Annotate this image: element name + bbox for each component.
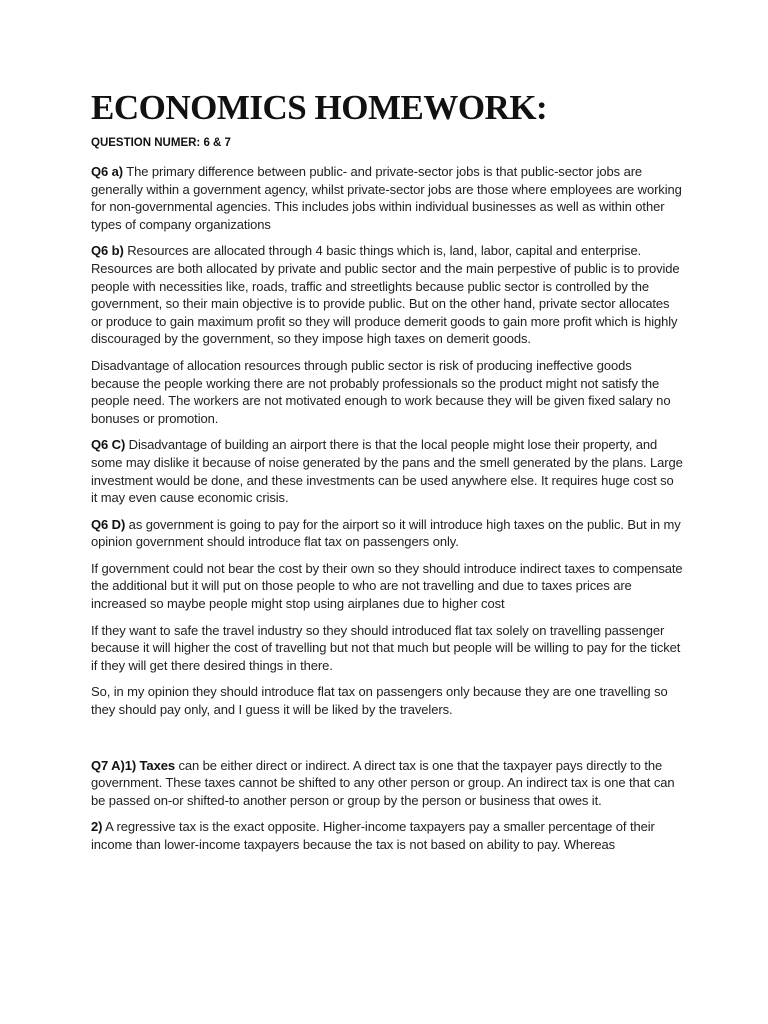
document-title: ECONOMICS HOMEWORK: (91, 88, 548, 127)
paragraph-q7a2 (91, 818, 683, 853)
paragraph-text: Disadvantage of allocation resources through public sector is risk of producing ineffective goods because the people working there are not probably professionals so the product might not satisfy the people need. The workers are not motivated enough to work because they will be given fixed salary no bonuses or promotion. (91, 357, 671, 426)
paragraph-text: The primary difference between public- and private-sector jobs is that public-sector jobs are generally within a government agency, whilst private-sector jobs are those where employees are working for non-governmental agencies. This includes jobs within individual businesses as well as within other types of company organizations (91, 164, 682, 232)
document-page (91, 88, 683, 863)
question-label: 2) (91, 819, 103, 835)
paragraph-text: can be either direct or indirect. A direct tax is one that the taxpayer pays directly to the government. These taxes cannot be shifted to any other person or group. An indirect tax is one that can be passed on-or shifted-to another person or group by the person or business that owes it. (91, 757, 675, 808)
paragraph-q6d (91, 516, 683, 551)
paragraph-q6b-disadvantage (91, 357, 683, 427)
question-label: Q6 a) (91, 164, 124, 179)
question-label: Q6 C) (91, 437, 126, 453)
paragraph-text: Resources are allocated through 4 basic things which is, land, labor, capital and enterprise. Resources are both allocated by private and public sector and the main perpestive of public is to provide people with necessities like, roads, traffic and streetlights because public sector is controlled by the government, so their main objective is to provide public. But on the other hand, private sector allocates or produce to gain maximum profit so they will produce demerit goods to gain more profit which is highly discouraged by the government, so they impose high taxes on demerit goods. (91, 243, 680, 347)
paragraph-q6a (91, 163, 683, 233)
question-label: Q6 D) (91, 516, 126, 532)
paragraph-q6d-flat-tax (91, 622, 683, 675)
paragraph-q6b (91, 242, 683, 348)
question-label: Q6 b) (91, 243, 124, 259)
section-gap (91, 728, 683, 757)
paragraph-text: as government is going to pay for the airport so it will introduce high taxes on the public. But in my opinion government should introduce flat tax on passengers only. (91, 516, 681, 550)
question-number-heading: QUESTION NUMER: 6 & 7 (91, 137, 231, 149)
paragraph-text: If they want to safe the travel industry so they should introduced flat tax solely on travelling passenger because it will higher the cost of travelling but not that much but people will be willing to pay for the ticket if they will get there desired things in there. (91, 622, 681, 673)
paragraph-q6d-indirect-taxes (91, 560, 683, 613)
paragraph-q6c (91, 436, 683, 506)
question-label: Q7 A)1) Taxes (91, 757, 175, 773)
paragraph-q7a1 (91, 757, 683, 810)
paragraph-text: Disadvantage of building an airport there is that the local people might lose their property, and some may dislike it because of noise generated by the pans and the smell generated by the plans. Large investment would be done, and these investments can be used anywhere else. It requires huge cost so it may even cause economic crisis. (91, 437, 683, 506)
paragraph-text: If government could not bear the cost by their own so they should introduce indirect taxes to compensate the additional but it will put on those people to who are not travelling and due to taxes prices are increased so maybe people might stop using airplanes due to higher cost (91, 560, 683, 612)
paragraph-text: A regressive tax is the exact opposite. Higher-income taxpayers pay a smaller percentage of their income than lower-income taxpayers because the tax is not based on ability to pay. Whereas (91, 819, 655, 852)
paragraph-q6d-opinion (91, 683, 683, 718)
paragraph-text: So, in my opinion they should introduce flat tax on passengers only because they are one travelling so they should pay only, and I guess it will be liked by the travelers. (91, 684, 668, 718)
